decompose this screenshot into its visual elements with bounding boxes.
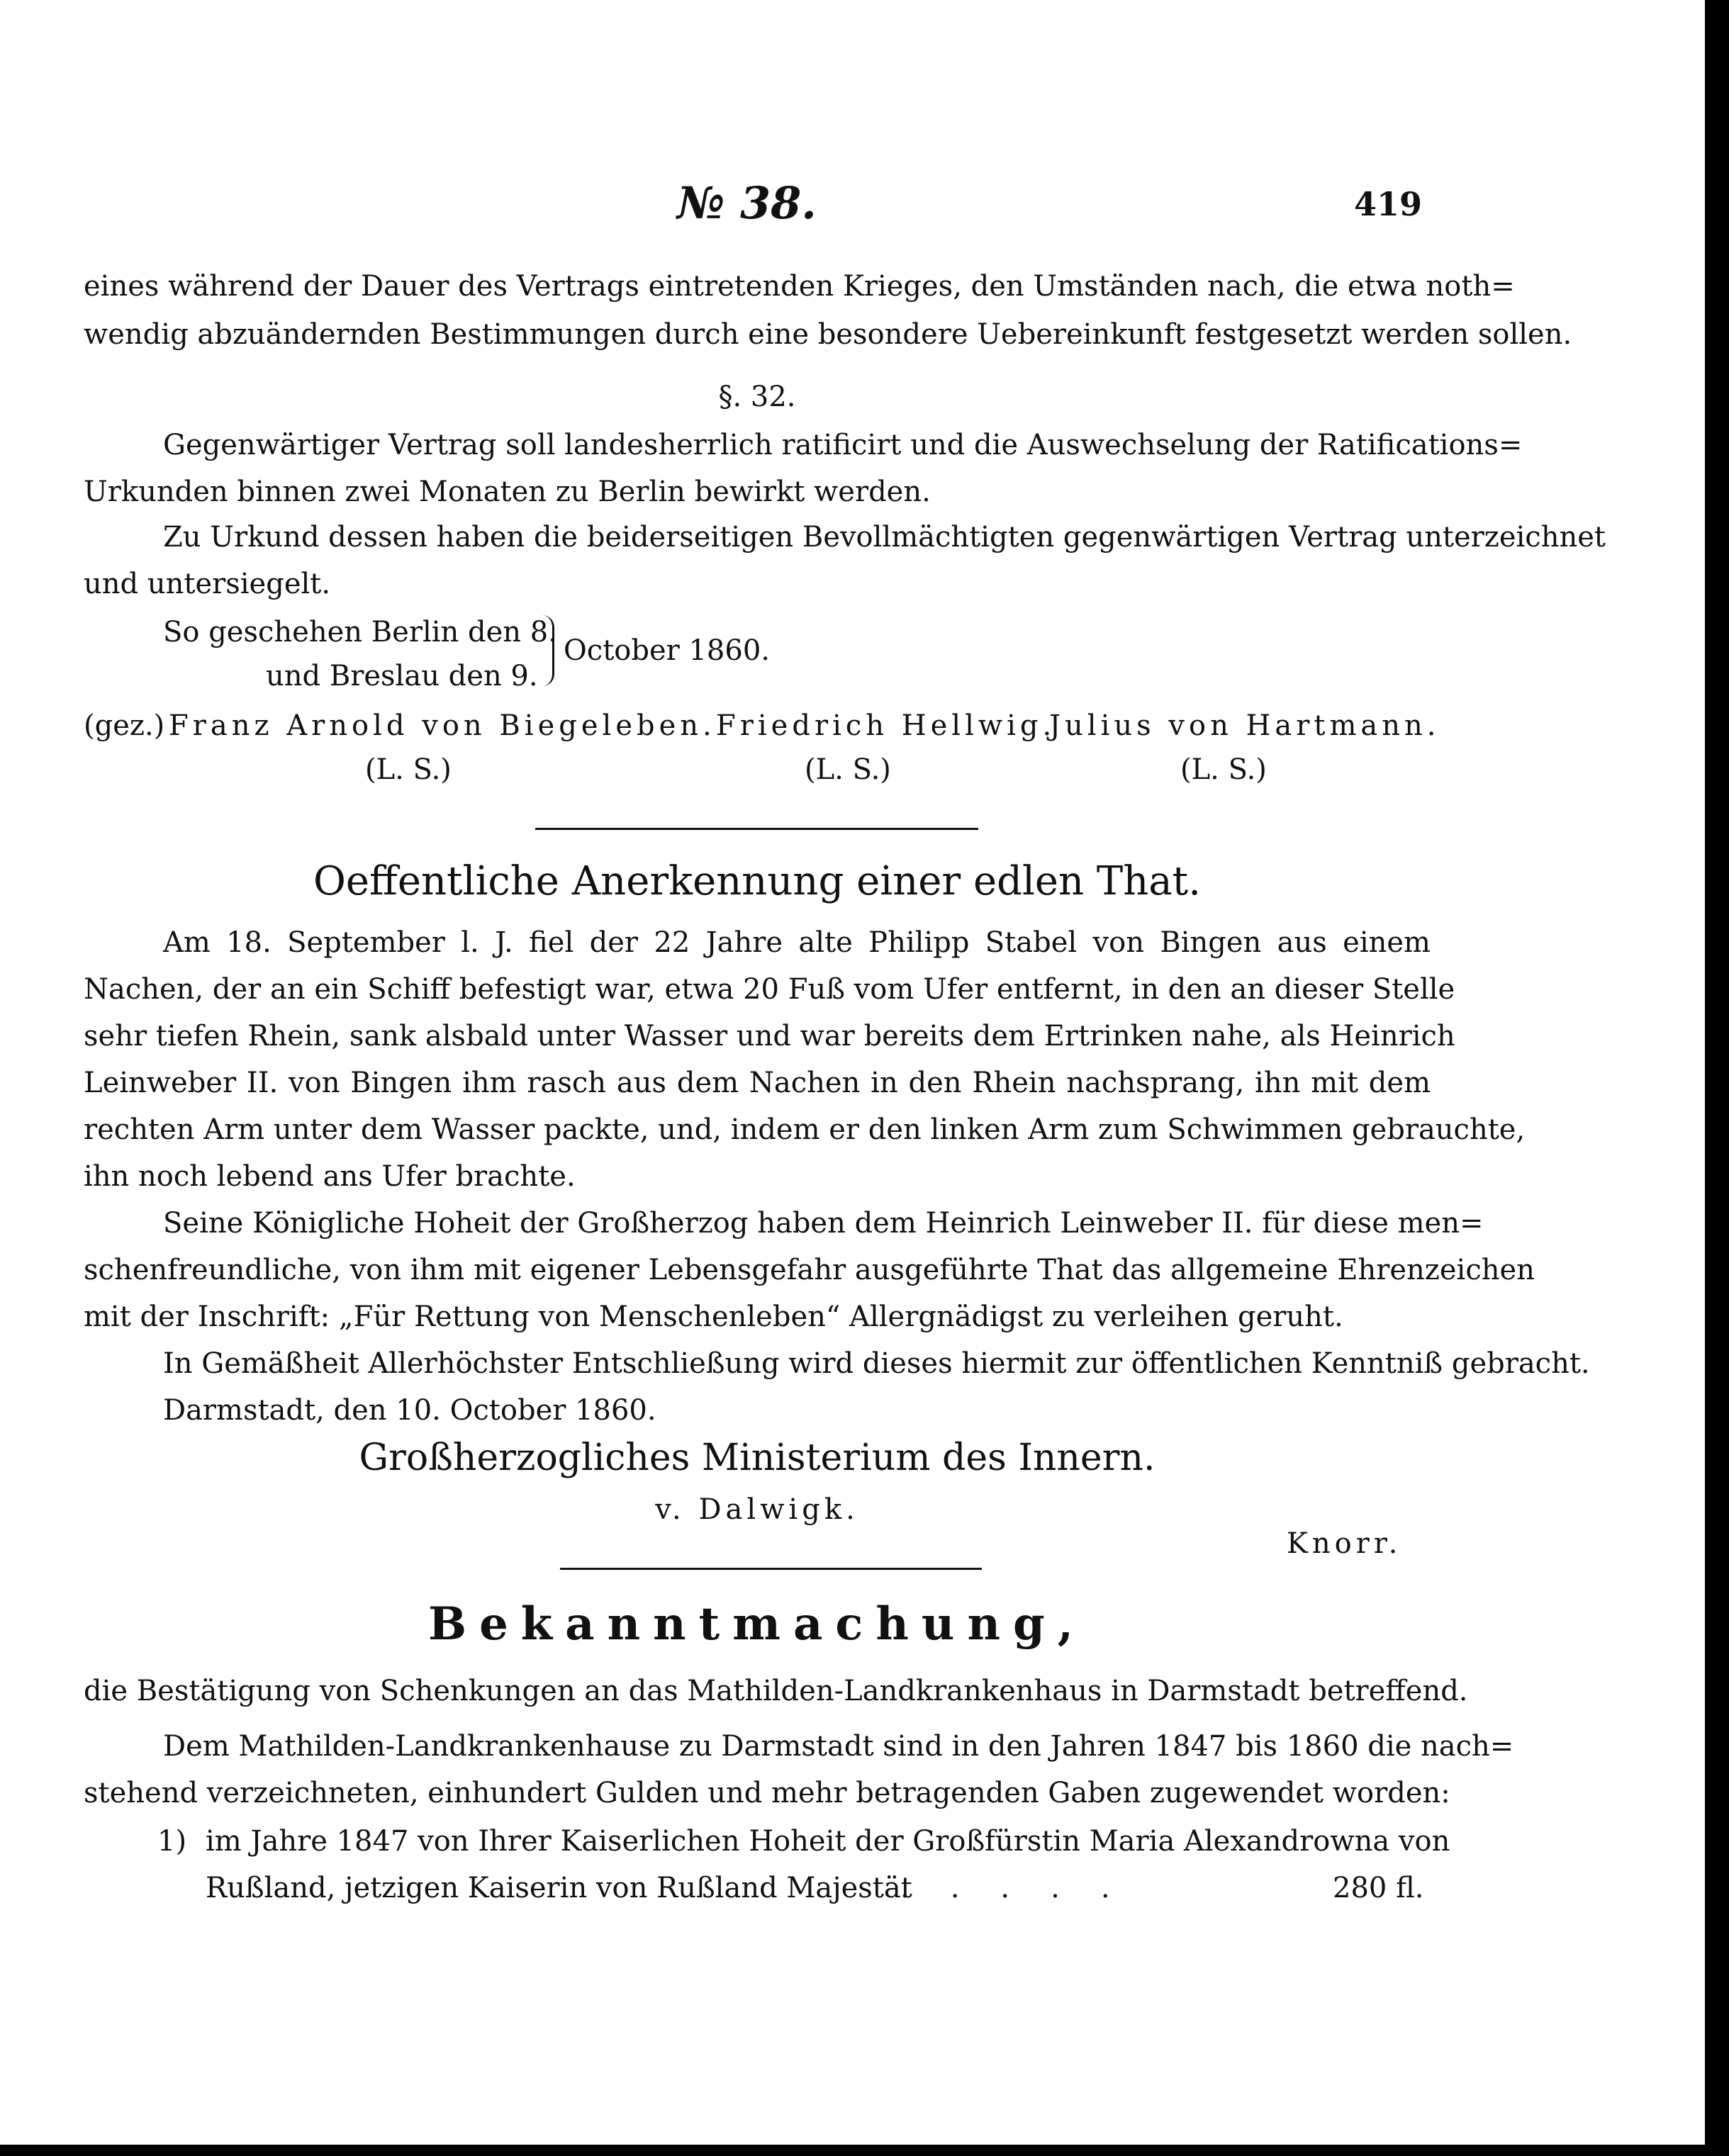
- notice1-title: Oeffentliche Anerkennung einer edlen That.: [313, 858, 1201, 904]
- notice1-para1-line-5: rechten Arm unter dem Wasser packte, und, indem er den linken Arm zum Schwimmen gebrauchte,: [84, 1113, 1526, 1146]
- signatory-3-seal: (L. S.): [1180, 753, 1267, 786]
- notice1-signer: v. Dalwigk.: [655, 1493, 859, 1526]
- notice1-para1-line-2: Nachen, der an ein Schiff befestigt war, etwa 20 Fuß vom Ufer entfernt, in den an dieser Stelle: [84, 973, 1455, 1006]
- place-line-2: und Breslau den 9.: [266, 660, 538, 692]
- notice2-title: Bekanntmachung,: [427, 1598, 1087, 1651]
- item-1-number: 1): [157, 1825, 187, 1858]
- separator-rule-2: [560, 1568, 982, 1570]
- notice1-para1-line-3: sehr tiefen Rhein, sank alsbald unter Wasser und war bereits dem Ertrinken nahe, als Heinrich: [84, 1020, 1455, 1052]
- notice2-intro-line-1: Dem Mathilden-Landkrankenhause zu Darmstadt sind in den Jahren 1847 bis 1860 die nach=: [163, 1730, 1514, 1763]
- notice1-ministry: Großherzogliches Ministerium des Innern.: [359, 1437, 1156, 1479]
- notice1-para2-line-2: schenfreundliche, von ihm mit eigener Lebensgefahr ausgeführte That das allgemeine Ehrenzeichen: [84, 1254, 1535, 1286]
- notice1-para1-line-6: ihn noch lebend ans Ufer brachte.: [84, 1160, 576, 1193]
- notice2-intro-line-2: stehend verzeichneten, einhundert Gulden und mehr betragenden Gaben zugewendet worden:: [84, 1777, 1450, 1809]
- notice1-place-date: Darmstadt, den 10. October 1860.: [163, 1394, 656, 1427]
- notice1-para2-line-1: Seine Königliche Hoheit der Großherzog haben dem Heinrich Leinweber II. für diese men=: [163, 1207, 1484, 1240]
- date-brace: [542, 615, 554, 686]
- issue-number: № 38.: [677, 177, 817, 229]
- notice1-para1-line-1: Am 18. September l. J. fiel der 22 Jahre alte Philipp Stabel von Bingen aus einem: [163, 926, 1431, 959]
- notice1-cosigner: Knorr.: [1287, 1527, 1402, 1560]
- signatory-1-name: Franz Arnold von Biegeleben.: [169, 709, 716, 742]
- signatory-2-name: Friedrich Hellwig.: [716, 709, 1056, 742]
- signatory-1-seal: (L. S.): [365, 753, 452, 786]
- section-para2-line-1: Zu Urkund dessen haben die beiderseitigen Bevollmächtigten gegenwärtigen Vertrag unterzeichnet: [163, 521, 1606, 554]
- separator-rule-1: [535, 828, 978, 830]
- section-heading: §. 32.: [718, 381, 796, 413]
- item-1-line-1: im Jahre 1847 von Ihrer Kaiserlichen Hoheit der Großfürstin Maria Alexandrowna von: [206, 1825, 1450, 1858]
- notice1-para2-line-3: mit der Inschrift: „Für Rettung von Menschenleben“ Allergnädigst zu verleihen geruht.: [84, 1301, 1343, 1333]
- item-1-amount: 280 fl.: [1333, 1872, 1424, 1904]
- signatory-2-seal: (L. S.): [805, 753, 891, 786]
- section-para2-line-2: und untersiegelt.: [84, 568, 331, 600]
- treaty-date: October 1860.: [564, 634, 770, 667]
- continuation-line-2: wendig abzuändernden Bestimmungen durch eine besondere Uebereinkunft festgesetzt werden sollen.: [84, 318, 1572, 351]
- section-para1-line-1: Gegenwärtiger Vertrag soll landesherrlich ratificirt und die Auswechselung der Ratifications=: [163, 429, 1523, 461]
- notice1-para1-line-4: Leinweber II. von Bingen ihm rasch aus dem Nachen in den Rhein nachsprang, ihn mit dem: [84, 1067, 1431, 1099]
- signatory-3-name: Julius von Hartmann.: [1049, 709, 1440, 742]
- section-para1-line-2: Urkunden binnen zwei Monaten zu Berlin bewirkt werden.: [84, 476, 931, 508]
- item-1-line-2: Rußland, jetzigen Kaiserin von Rußland Majestät: [206, 1872, 912, 1904]
- notice2-subtitle: die Bestätigung von Schenkungen an das Mathilden-Landkrankenhaus in Darmstadt betreffend.: [84, 1675, 1468, 1707]
- page-number: 419: [1354, 185, 1423, 223]
- item-1-dot-leader: .....: [900, 1872, 1151, 1904]
- signed-prefix: (gez.): [84, 709, 165, 742]
- notice1-para3: In Gemäßheit Allerhöchster Entschließung wird dieses hiermit zur öffentlichen Kenntniß gebracht.: [163, 1347, 1590, 1380]
- place-line-1: So geschehen Berlin den 8.: [163, 616, 557, 649]
- continuation-line-1: eines während der Dauer des Vertrags eintretenden Krieges, den Umständen nach, die etwa noth=: [84, 270, 1515, 303]
